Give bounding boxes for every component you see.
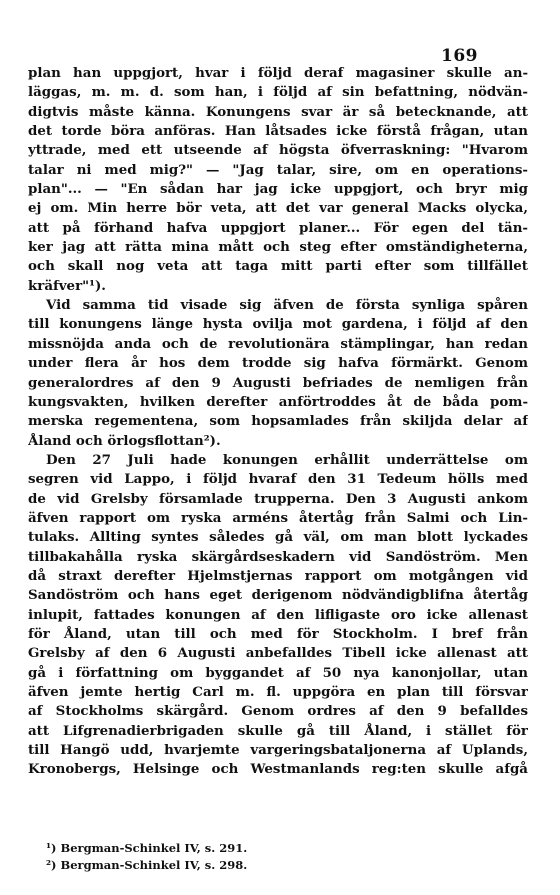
- text-line: plan han uppgjort, hvar i följd deraf magasiner skulle an-: [28, 65, 528, 81]
- text-line: de vid Grelsby församlade trupperna. Den 3 Augusti ankom: [28, 490, 528, 507]
- text-line: under flera år hos dem trodde sig hafva förmärkt. Genom: [28, 355, 528, 372]
- text-line: merska regementena, som hopsamlades från skiljda delar af: [28, 413, 528, 430]
- text-line: segren vid Lappo, i följd hvaraf den 31 Tedeum hölls med: [28, 471, 528, 488]
- text-line: äfven rapport om ryska arméns återtåg från Salmi och Lin-: [28, 509, 528, 526]
- text-line: läggas, m. m. d. som han, i följd af sin befattning, nödvän-: [28, 84, 528, 101]
- text-line: yttrade, med ett utseende af högsta öfverraskning: "Hvarom: [28, 142, 528, 159]
- text-line: kungsvakten, hvilken derefter anförtroddes åt de båda pom-: [28, 393, 528, 410]
- text-line: ker jag att rätta mina mått och steg efter omständigheterna,: [28, 239, 528, 256]
- text-line: generalordres af den 9 Augusti befriades de nemligen från: [28, 374, 528, 391]
- text-line: af Stockholms skärgård. Genom ordres af den 9 befalldes: [28, 703, 528, 720]
- body-text: [28, 64, 528, 780]
- page-number: 169: [441, 46, 478, 66]
- text-line: inlupit, fattades konungen af den lifligaste oro icke allenast: [28, 606, 528, 623]
- text-line: tillbakahålla ryska skärgårdseskadern vid Sandöström. Men: [28, 548, 528, 565]
- text-line: digtvis måste känna. Konungens svar är så betecknande, att: [28, 103, 528, 120]
- text-line: Kronobergs, Helsinge och Westmanlands reg:ten skulle afgå: [28, 761, 528, 778]
- text-line: och skall nog veta att taga mitt parti efter som tillfället: [28, 258, 528, 275]
- text-line: talar ni med mig?" — "Jag talar, sire, om en operations-: [28, 161, 528, 178]
- text-line: Sandöström och hans eget derigenom nödvändigblifna återtåg: [28, 587, 528, 604]
- text-line: Vid samma tid visade sig äfven de första synliga spåren: [46, 297, 528, 314]
- text-line: Åland och örlogsflottan²).: [28, 432, 221, 449]
- text-line: tulaks. Allting syntes således gå väl, om man blott lyckades: [28, 529, 528, 546]
- text-line: då straxt derefter Hjelmstjernas rapport om motgången vid: [28, 567, 528, 584]
- footnote: ²) Bergman-Schinkel IV, s. 298.: [46, 858, 248, 872]
- text-line: missnöjda anda och de revolutionära stämplingar, han redan: [28, 335, 528, 352]
- text-line: att på förhand hafva uppgjort planer... För egen del tän-: [28, 219, 528, 236]
- text-line: för Åland, utan till och med för Stockholm. I bref från: [28, 625, 528, 642]
- text-line: kräfver"¹).: [28, 277, 106, 294]
- text-line: plan"... — "En sådan har jag icke uppgjort, och bryr mig: [28, 181, 528, 198]
- text-line: till Hangö udd, hvarjemte vargeringsbataljonerna af Uplands,: [28, 742, 528, 759]
- footnote: ¹) Bergman-Schinkel IV, s. 291.: [46, 841, 248, 855]
- text-line: att Lifgrenadierbrigaden skulle gå till Åland, i stället för: [28, 722, 528, 739]
- text-line: Grelsby af den 6 Augusti anbefalldes Tibell icke allenast att: [28, 645, 528, 662]
- text-line: gå i författning om byggandet af 50 nya kanonjollar, utan: [28, 664, 528, 681]
- text-line: ej om. Min herre bör veta, att det var general Macks olycka,: [28, 200, 528, 217]
- text-line: Den 27 Juli hade konungen erhållit underrättelse om: [46, 451, 528, 468]
- text-line: till konungens länge hysta ovilja mot gardena, i följd af den: [28, 316, 528, 333]
- text-line: äfven jemte hertig Carl m. fl. uppgöra en plan till försvar: [28, 684, 528, 700]
- footnotes: [46, 840, 247, 874]
- text-line: det torde böra anföras. Han låtsades icke förstå frågan, utan: [28, 123, 528, 140]
